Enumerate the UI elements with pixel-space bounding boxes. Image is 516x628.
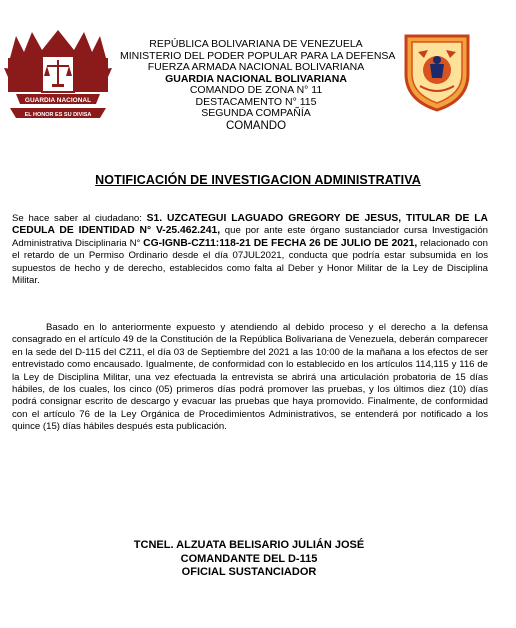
comando-zona-seal-icon	[402, 30, 472, 112]
header-gnb: GUARDIA NACIONAL BOLIVARIANA	[165, 72, 347, 85]
p1-text-1: Se hace saber al ciudadano:	[12, 213, 147, 224]
motto-text: EL HONOR ES SU DIVISA	[24, 112, 92, 118]
p1-citizen-name: S1. UZCATEGUI LAGUADO GREGORY DE JESUS, TITULAR DE LA CEDULA DE IDENTIDAD N° V-25.462.241,	[12, 213, 488, 237]
document-title: NOTIFICACIÓN DE INVESTIGACION ADMINISTRATIVA	[95, 173, 421, 187]
p1-text-2: que por ante este órgano sustanciador cursa Investigación Administrativa Disciplinaria N°	[12, 225, 488, 249]
header-ministry: MINISTERIO DEL PODER POPULAR PARA LA DEFENSA	[120, 49, 396, 62]
guardia-nacional-emblem-icon	[2, 28, 114, 124]
header-republic: REPÚBLICA BOLIVARIANA DE VENEZUELA	[149, 38, 363, 50]
signatory-role: OFICIAL SUSTANCIADOR	[181, 566, 317, 578]
p1-text-3: relacionado con el retardo de un Permiso Ordinario desde el día 07JUL2021, conducta que podría estar subsumida en los supuestos de hecho y de derecho, establecidos como falta al Deber y Honor Militar de la Ley de Disciplina Militar.	[12, 237, 488, 287]
ribbon-text: GUARDIA NACIONAL	[24, 97, 92, 104]
header-detachment: DESTACAMENTO N° 115	[195, 95, 317, 108]
document-header	[120, 38, 396, 132]
signatory-name: TCNEL. ALZUATA BELISARIO JULIÁN JOSÉ	[133, 539, 365, 551]
header-fanb: FUERZA ARMADA NACIONAL BOLIVARIANA	[147, 61, 365, 73]
header-command: COMANDO	[225, 119, 287, 132]
paragraph-notification	[12, 213, 488, 287]
signatory-position: COMANDANTE DEL D-115	[180, 552, 318, 565]
paragraph-summons: Basado en lo anteriormente expuesto y atendiendo al debido proceso y el derecho a la defensa consagrado en el artículo 49 de la Constitución de la República Bolivariana de Venezuela, deberán comparecer en la sede del D-115 del CZ11, el día 03 de Septiembre del 2021 a las 10:00 de la mañana a los efectos de ser entrevistado como encausado. Igualmente, de conformidad con lo establecido en los artículos 114,115 y 116 de la Ley de Disciplina Militar, una vez efectuada la entrevista se abrirá una articulación probatoria de 15 días hábiles, de los cuales, los cinco (05) primeros días podrá promover las pruebas, y los últimos diez (10) días podrá consignar escrito de descargo y evacuar las pruebas que haya promovido. Finalmente, de conformidad con el artículo 76 de la Ley Orgánica de Procedimientos Administrativos, se entenderá por notificado a los quince (15) días hábiles después esta publicación.	[12, 322, 488, 433]
p1-case-number: CG-IGNB-CZ11:118-21 DE FECHA 26 DE JULIO DE 2021,	[143, 237, 418, 249]
header-company: SEGUNDA COMPAÑÍA	[201, 107, 311, 119]
header-zone: COMANDO DE ZONA N° 11	[189, 84, 323, 96]
signature-block	[96, 539, 402, 580]
